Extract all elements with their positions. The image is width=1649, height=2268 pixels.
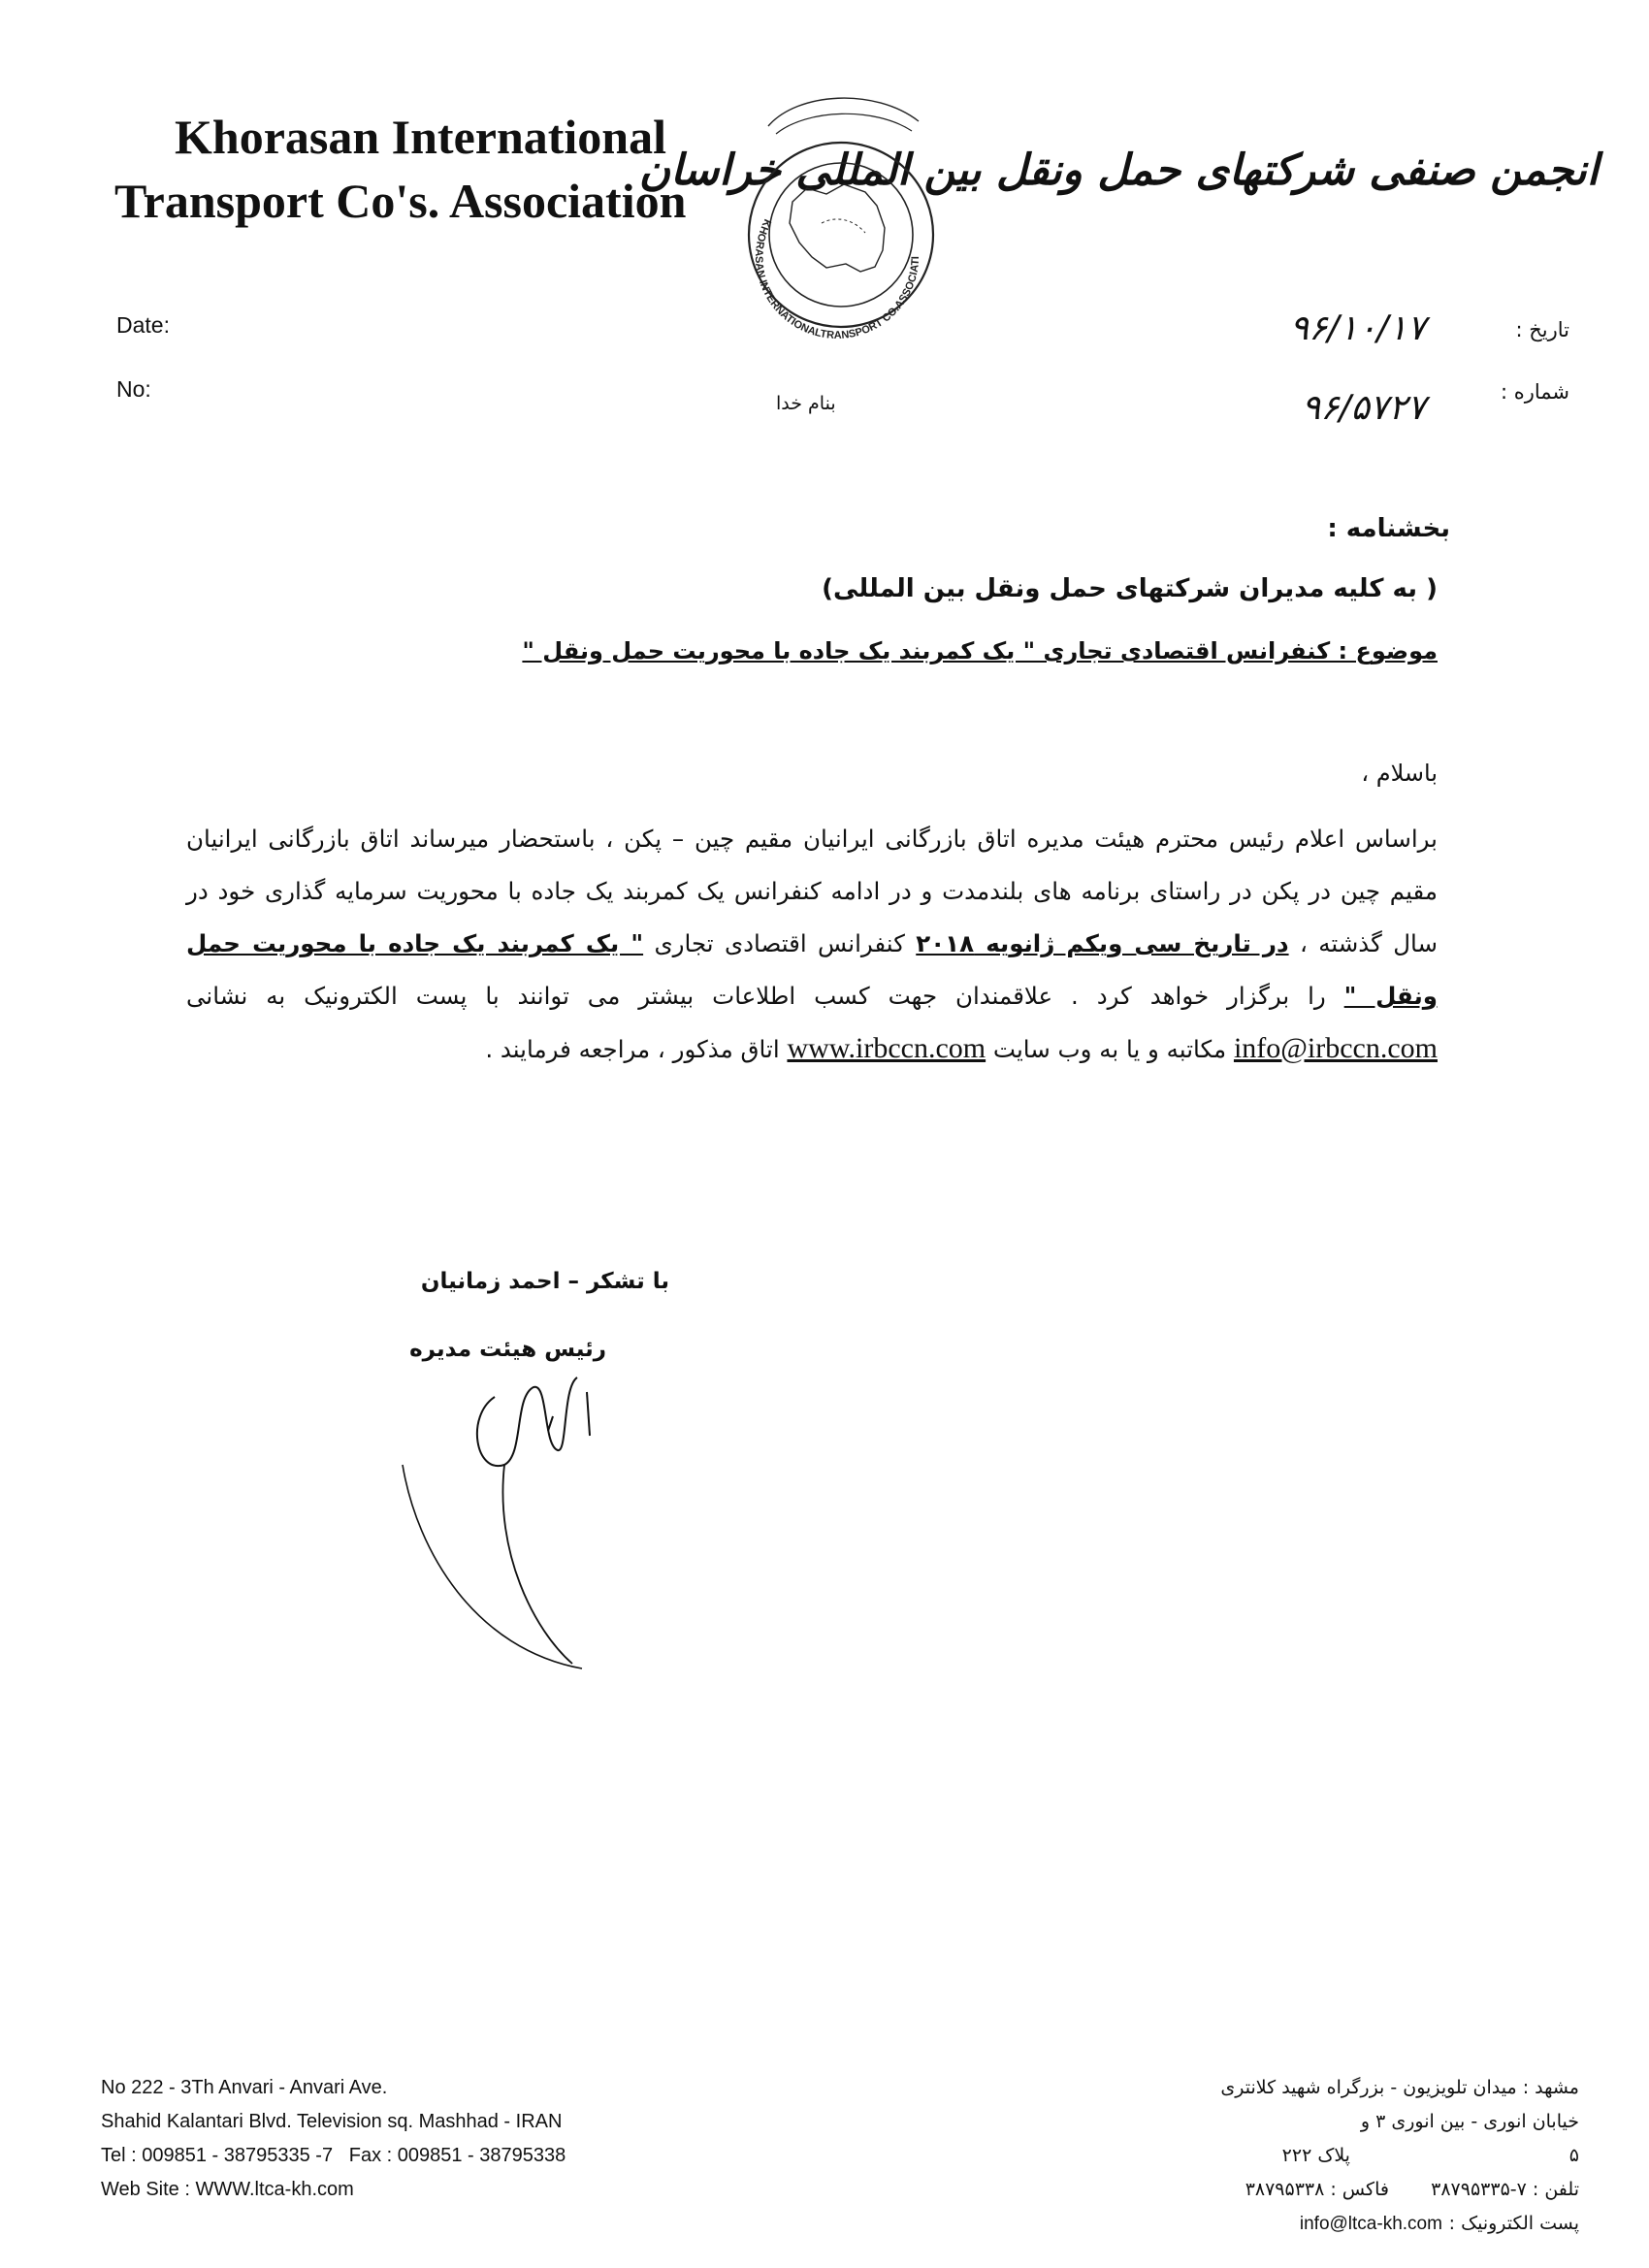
greeting: باسلام ،	[1361, 760, 1438, 787]
org-name-en-line1: Khorasan International	[175, 110, 667, 164]
footer-fa-street: خیابان انوری - بین انوری ۳ و ۵	[1360, 2111, 1579, 2166]
seal-handwritten-arc-2	[776, 113, 912, 134]
footer-fa-line4	[1220, 2207, 1579, 2241]
footer-fa-line3	[1220, 2173, 1579, 2207]
seal-graphic	[729, 87, 953, 349]
email-link[interactable]: info@irbccn.com	[1233, 1032, 1438, 1064]
footer-fa-line2	[1220, 2105, 1579, 2173]
seal-inner-ring	[769, 163, 913, 307]
footer-fa-email-label: پست الکترونیک :	[1448, 2213, 1579, 2234]
seal-text-en: KHORASAN INTERNATIONALTRANSPORT CO.ASSOCIATI	[752, 216, 922, 341]
basmala: بنام خدا	[776, 393, 836, 414]
signer-title: رئیس هیئت مدیره	[409, 1337, 606, 1362]
org-name-fa: انجمن صنفی شرکتهای حمل ونقل بین المللی خراسان	[638, 146, 1599, 195]
footer-en-line4: Web Site : WWW.ltca-kh.com	[101, 2179, 354, 2200]
iran-map-detail	[822, 219, 865, 233]
reference-number: ۹۶/۵۷۲۷	[1301, 388, 1426, 428]
date-label-en: Date:	[116, 312, 170, 338]
footer-address-en	[101, 2071, 566, 2207]
date-value: ۹۶/۱۰/۱۷	[1289, 308, 1426, 348]
website-link[interactable]: www.irbccn.com	[787, 1032, 986, 1064]
association-seal	[729, 87, 953, 349]
no-label-en: No:	[116, 376, 151, 402]
body-text-5: اتاق مذکور ، مراجعه فرمایند .	[485, 1035, 788, 1063]
handwritten-signature	[388, 1358, 621, 1682]
conference-title: " یک کمربند یک جاده با محوریت حمل ونقل "	[186, 929, 1438, 1010]
footer-fa-plaque: پلاک ۲۲۲	[1281, 2145, 1350, 2166]
footer-en-line2: Shahid Kalantari Blvd. Television sq. Mashhad - IRAN	[101, 2111, 563, 2132]
conference-date: در تاریخ سی ویکم ژانویه ۲۰۱۸	[916, 929, 1289, 957]
footer-address-fa	[1220, 2071, 1579, 2241]
iran-map-outline	[790, 184, 885, 272]
footer-en-line1: No 222 - 3Th Anvari - Anvari Ave.	[101, 2077, 388, 2098]
letter-body	[186, 813, 1438, 1076]
org-name-en	[114, 105, 686, 233]
recipients-line: ( به کلیه مدیران شرکتهای حمل ونقل بین المللی)	[822, 574, 1438, 603]
body-text-1: براساس اعلام رئیس محترم هیئت مدیره اتاق بازرگانی ایرانیان مقیم چین – پکن ، باستحضار میرساند اتاق بازرگانی ایرانیان مقیم چین در پکن در راستای برنامه های بلندمدت و در ادامه کنفرانس یک کمربند یک جاده با محوریت سرمایه گذاری خود در سال گذشته ،	[186, 825, 1439, 957]
footer-fa-fax: فاکس : ۳۸۷۹۵۳۳۸	[1245, 2179, 1389, 2200]
footer-fa-email: info@ltca-kh.com	[1299, 2214, 1442, 2234]
body-text-4: مکاتبه و یا به وب سایت	[986, 1035, 1234, 1063]
footer-fa-phone: تلفن : ۷-۳۸۷۹۵۳۳۵	[1431, 2179, 1579, 2200]
closing-line: با تشکر – احمد زمانیان	[420, 1269, 669, 1294]
org-name-en-line2: Transport Co's. Association	[114, 174, 687, 228]
body-text-3: را برگزار خواهد کرد . علاقمندان جهت کسب اطلاعات بیشتر می توانند با پست الکترونیک به نشانی	[186, 982, 1344, 1010]
footer-fa-line1: مشهد : میدان تلویزیون - بزرگراه شهید کلانتری	[1220, 2077, 1579, 2098]
footer-en-line3: Tel : 009851 - 38795335 -7 Fax : 009851 - 38795338	[101, 2145, 566, 2166]
no-label-fa: شماره :	[1500, 380, 1569, 404]
subject-line: موضوع : کنفرانس اقتصادی تجاری " یک کمربند یک جاده با محوریت حمل ونقل "	[522, 637, 1438, 664]
date-label-fa: تاریخ :	[1515, 318, 1569, 341]
circular-heading: بخشنامه :	[1327, 514, 1450, 543]
seal-handwritten-arc	[768, 98, 919, 126]
signature-graphic	[388, 1358, 621, 1678]
body-text-2: کنفرانس اقتصادی تجاری	[643, 929, 917, 957]
